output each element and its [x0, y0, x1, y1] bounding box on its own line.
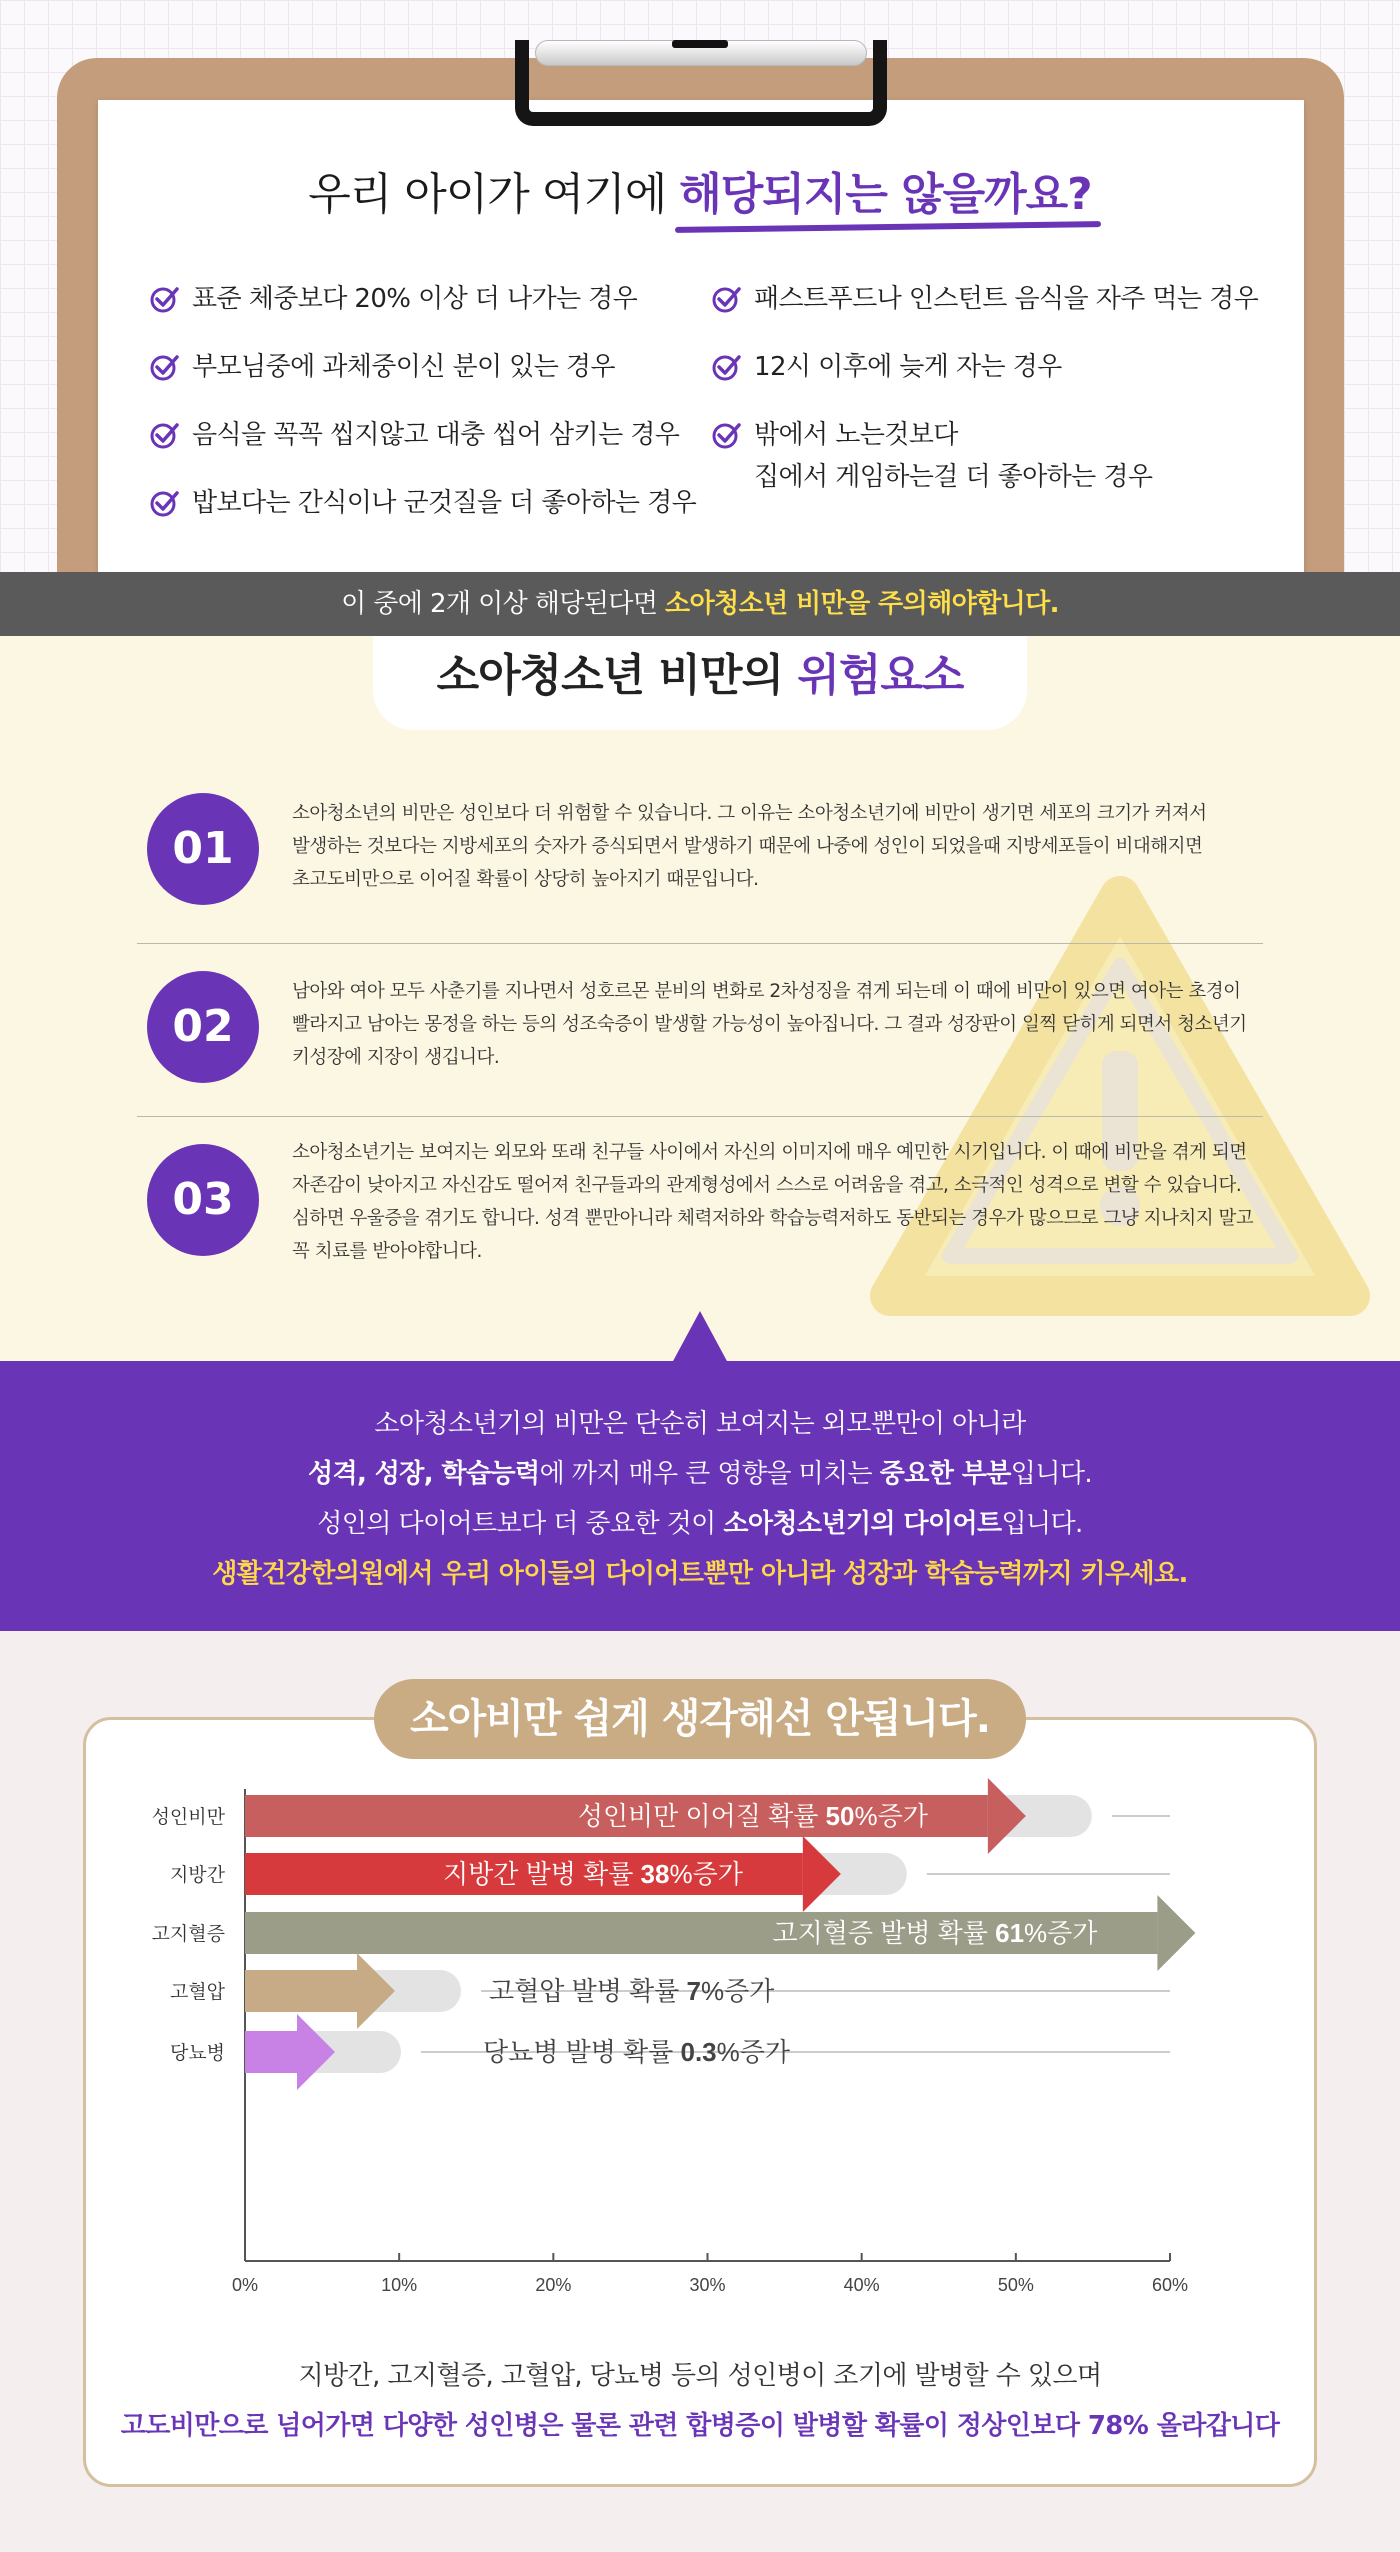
checklist-item-line: 밖에서 노는것보다: [754, 420, 958, 450]
checklist-item-text: 표준 체중보다 20% 이상 더 나가는 경우: [192, 284, 638, 314]
checkmark-icon: [712, 414, 742, 456]
summary-emphasis: 성격, 성장, 학습능력: [307, 1459, 540, 1489]
summary-text: 입니다.: [1001, 1509, 1083, 1539]
summary-callout: 생활건강한의원에서 우리 아이들의 다이어트뿐만 아니라 성장과 학습능력까지 키우세요.: [212, 1559, 1188, 1589]
checklist-item: [712, 414, 1152, 498]
checkmark-icon: [150, 414, 180, 456]
risk-number-badge: 01: [147, 793, 259, 905]
risk-description-line: 소아청소년기는 보여지는 외모와 또래 친구들 사이에서 자신의 이미지에 매우 예민한 시기입니다. 이 때에 비만을 겪게 되면: [292, 1142, 1247, 1163]
data-label: 고지혈증 발병 확률 61%증가: [772, 1918, 1098, 1948]
summary-emphasis: 소아청소년기의 다이어트: [723, 1509, 1002, 1539]
checklist-item-text: 패스트푸드나 인스턴트 음식을 자주 먹는 경우: [754, 284, 1259, 314]
checklist-item: [150, 278, 637, 320]
section-pointer-arrow: [672, 1311, 728, 1361]
risk-number-badge: 02: [147, 971, 259, 1083]
risk-title: [373, 636, 1027, 730]
checklist-title-highlight: 해당되지는 않을까요?: [679, 158, 1091, 222]
checklist-item-text: 부모님중에 과체중이신 분이 있는 경우: [192, 352, 615, 382]
risk-description-line: 키성장에 지장이 생깁니다.: [292, 1047, 500, 1068]
summary-text: 입니다.: [1010, 1459, 1093, 1489]
x-tick-label: 0%: [231, 2275, 259, 2295]
risk-description-line: 빨라지고 남아는 몽정을 하는 등의 성조숙증이 발생할 가능성이 높아집니다. 그 결과 성장판이 일찍 닫히게 되면서 청소년기: [292, 1014, 1247, 1035]
checklist-item-text: [754, 414, 1152, 498]
risk-section: [0, 636, 1400, 1361]
x-tick-label: 20%: [535, 2275, 572, 2295]
category-label: 당뇨병: [169, 2043, 225, 2064]
checkmark-icon: [150, 278, 180, 320]
bar-arrowhead: [988, 1778, 1026, 1854]
category-label: 지방간: [169, 1865, 225, 1886]
risk-description-line: 발생하는 것보다는 지방세포의 숫자가 증식되면서 발생하기 때문에 나중에 성인이 되었을때 지방세포들이 비대해지면: [292, 836, 1203, 857]
risk-title-highlight: 위험요소: [797, 650, 964, 701]
risk-description: [292, 975, 1254, 1074]
summary-text: 에 까지 매우 큰 영향을 미치는: [539, 1459, 880, 1489]
x-tick-label: 50%: [997, 2275, 1034, 2295]
category-label: 성인비만: [151, 1807, 225, 1828]
data-label: 고혈압 발병 확률 7%증가: [489, 1976, 775, 2006]
checklist-item-text: 12시 이후에 늦게 자는 경우: [754, 352, 1062, 382]
checklist-title-plain: 우리 아이가 여기에: [308, 169, 680, 220]
risk-description-line: 자존감이 낮아지고 자신감도 떨어져 친구들과의 관계형성에서 스스로 어려움을 겪고, 소극적인 성격으로 변할 수 있습니다.: [292, 1175, 1242, 1196]
bar-arrowhead: [1157, 1895, 1195, 1971]
clipboard-clip-knob: [672, 40, 728, 48]
risk-description: [292, 797, 1254, 896]
summary-section: [0, 1361, 1400, 1631]
risk-title-plain: 소아청소년 비만의: [436, 650, 798, 701]
checklist-item-line: 집에서 게임하는걸 더 좋아하는 경우: [754, 462, 1153, 492]
chart-footer-highlight: 고도비만으로 넘어가면 다양한 성인병은 물론 관련 합병증이 발병할 확률이 정상인보다 78% 올라갑니다: [120, 2411, 1280, 2441]
x-tick-label: 10%: [381, 2275, 418, 2295]
risk-description-line: 꼭 치료를 받아야합니다.: [292, 1241, 482, 1262]
category-label: 고지혈증: [151, 1924, 225, 1945]
risk-description-line: 남아와 여아 모두 사춘기를 지나면서 성호르몬 분비의 변화로 2차성징을 겪게 되는데 이 때에 비만이 있으면 여아는 초경이: [292, 981, 1241, 1002]
notice-text: 이 중에 2개 이상 해당된다면: [341, 589, 666, 619]
x-tick-label: 60%: [1151, 2275, 1189, 2295]
checklist-section: [0, 0, 1400, 572]
checklist-title: [0, 158, 1400, 222]
data-label: 당뇨병 발병 확률 0.3%증가: [483, 2037, 790, 2067]
data-label: 성인비만 이어질 확률 50%증가: [577, 1801, 928, 1831]
checklist-item: [150, 346, 615, 388]
checklist-item: [712, 346, 1062, 388]
checklist-item-text: 음식을 꼭꼭 씹지않고 대충 씹어 삼키는 경우: [192, 420, 680, 450]
x-tick-label: 30%: [689, 2275, 726, 2295]
checkmark-icon: [150, 346, 180, 388]
summary-text: 성인의 다이어트보다 더 중요한 것이: [317, 1509, 724, 1539]
summary-line: [0, 1453, 1400, 1490]
chart-title: 소아비만 쉽게 생각해선 안됩니다.: [374, 1679, 1026, 1759]
category-label: 고혈압: [169, 1982, 225, 2003]
checklist-item: [150, 414, 679, 456]
summary-line: 소아청소년기의 비만은 단순히 보여지는 외모뿐만이 아니라: [374, 1409, 1026, 1439]
risk-description-line: 소아청소년의 비만은 성인보다 더 위험할 수 있습니다. 그 이유는 소아청소년기에 비만이 생기면 세포의 크기가 커져서: [292, 803, 1207, 824]
bar-4: [245, 1970, 357, 2012]
notice-highlight: 소아청소년 비만을 주의해야합니다.: [665, 589, 1059, 619]
chart-footer-line: 지방간, 고지혈증, 고혈압, 당뇨병 등의 성인병이 조기에 발병할 수 있으며: [298, 2361, 1102, 2391]
chart-section: [0, 1631, 1400, 2552]
bar-arrowhead: [357, 1953, 395, 2029]
risk-description-line: 심하면 우울증을 겪기도 합니다. 성격 뿐만아니라 체력저하와 학습능력저하도 동반되는 경우가 많으므로 그냥 지나치지 말고: [292, 1208, 1254, 1229]
data-label: 지방간 발병 확률 38%증가: [443, 1859, 743, 1889]
checklist-notice-bar: [0, 572, 1400, 636]
checklist-item: [712, 278, 1258, 320]
risk-description-line: 초고도비만으로 이어질 확률이 상당히 높아지기 때문입니다.: [292, 869, 759, 890]
checkmark-icon: [712, 346, 742, 388]
bar-arrowhead: [297, 2014, 335, 2090]
checklist-item-text: 밥보다는 간식이나 군것질을 더 좋아하는 경우: [192, 488, 697, 518]
risk-description: [292, 1136, 1254, 1268]
risk-number-badge: 03: [147, 1144, 259, 1256]
checkmark-icon: [712, 278, 742, 320]
risk-divider: [137, 943, 1263, 944]
checklist-item: [150, 482, 696, 524]
bar-arrowhead: [803, 1836, 841, 1912]
risk-divider: [137, 1116, 1263, 1117]
checkmark-icon: [150, 482, 180, 524]
x-tick-label: 40%: [843, 2275, 880, 2295]
summary-line: [0, 1503, 1400, 1540]
bar-5: [245, 2031, 297, 2073]
summary-emphasis: 중요한 부분: [879, 1459, 1011, 1489]
